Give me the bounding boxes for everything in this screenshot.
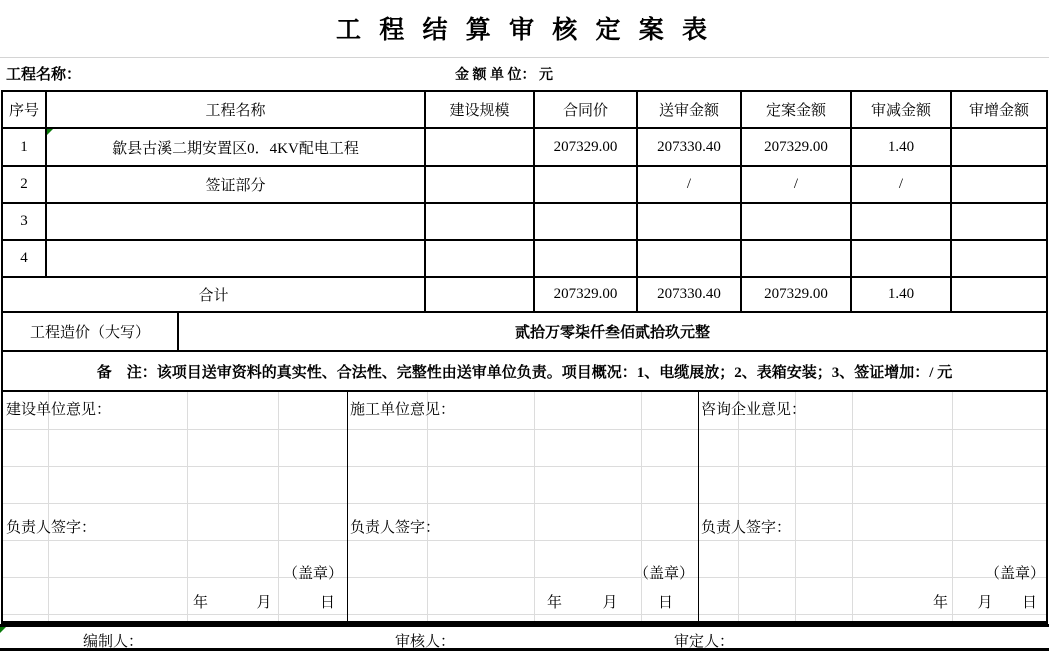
cell-name[interactable] (46, 128, 425, 166)
cell-seq[interactable]: 3 (2, 203, 46, 240)
date-month-label: 月 (977, 595, 993, 611)
gridline (187, 392, 188, 621)
gridline (952, 392, 953, 621)
opinion-title-construction: 建设单位意见： (6, 402, 112, 418)
gridline (427, 392, 428, 621)
amount-unit-label: 金 额 单 位： 元 (455, 68, 553, 83)
date-row-contractor[interactable] (541, 591, 679, 612)
gridline (3, 614, 1046, 615)
cell-submitted[interactable]: / (637, 166, 741, 203)
date-row-consulting[interactable] (927, 591, 1043, 612)
seal-label-contractor: （盖章） (633, 566, 694, 582)
cell-seq[interactable]: 4 (2, 240, 46, 277)
total-submitted[interactable]: 207330.40 (637, 277, 741, 312)
gridline (641, 392, 642, 621)
cell-submitted[interactable] (637, 240, 741, 277)
gridline (3, 466, 1046, 467)
sign-label-consulting: 负责人签字： (701, 520, 792, 536)
header-increased[interactable]: 审增金额 (951, 91, 1047, 128)
preparer-label[interactable]: 编制人： (83, 634, 144, 650)
cell-increased[interactable] (951, 240, 1047, 277)
table-row (2, 128, 1047, 166)
amount-in-words-label: 工程造价（大写） (2, 312, 178, 351)
gridline (3, 503, 1046, 504)
cell-contract[interactable]: 207329.00 (534, 128, 637, 166)
header-seq[interactable]: 序号 (2, 91, 46, 128)
cell-contract[interactable] (534, 203, 637, 240)
cell-scale[interactable] (425, 128, 534, 166)
cell-reduced[interactable]: 1.40 (851, 128, 951, 166)
note-text: 备 注：该项目送审资料的真实性、合法性、完整性由送审单位负责。项目概况：1、电缆展放；2、表箱安装；3、签证增加：/ 元 (2, 351, 1047, 391)
gridline (48, 392, 49, 621)
date-day-label: 日 (657, 595, 673, 611)
cell-name[interactable]: 签证部分 (46, 166, 425, 203)
header-final[interactable]: 定案金额 (741, 91, 851, 128)
seal-label-construction: （盖章） (282, 566, 343, 582)
cell-scale[interactable] (425, 166, 534, 203)
gridline (738, 392, 739, 621)
date-day-label: 日 (319, 595, 335, 611)
project-name-label: 工程名称： (6, 67, 82, 83)
cell-name[interactable] (46, 203, 425, 240)
note-row (2, 351, 1047, 391)
table-header-row (2, 91, 1047, 128)
cell-final[interactable] (741, 203, 851, 240)
cell-increased[interactable] (951, 128, 1047, 166)
table-row (2, 203, 1047, 240)
gridline (3, 577, 1046, 578)
section-divider (347, 392, 348, 621)
cell-flag-icon (47, 129, 53, 135)
header-submitted[interactable]: 送审金额 (637, 91, 741, 128)
approver-label[interactable]: 审定人： (674, 634, 735, 650)
total-scale[interactable] (425, 277, 534, 312)
gridline (795, 392, 796, 621)
cell-scale[interactable] (425, 240, 534, 277)
cell-final[interactable]: / (741, 166, 851, 203)
header-name[interactable]: 工程名称 (46, 91, 425, 128)
date-year-label: 年 (933, 595, 949, 611)
opinions-area (1, 392, 1048, 624)
cell-increased[interactable] (951, 203, 1047, 240)
gridline (278, 392, 279, 621)
cell-contract[interactable] (534, 166, 637, 203)
total-contract[interactable]: 207329.00 (534, 277, 637, 312)
amount-in-words-value[interactable]: 贰拾万零柒仟叁佰贰拾玖元整 (178, 312, 1047, 351)
section-divider (698, 392, 699, 621)
total-row (2, 277, 1047, 312)
project-row-name: 歙县古溪二期安置区0．4KV配电工程 (112, 140, 359, 157)
cell-reduced[interactable] (851, 203, 951, 240)
cell-reduced[interactable] (851, 240, 951, 277)
cell-final[interactable] (741, 240, 851, 277)
gridline (852, 392, 853, 621)
seal-label-consulting: （盖章） (984, 566, 1045, 582)
header-contract[interactable]: 合同价 (534, 91, 637, 128)
table-row (2, 240, 1047, 277)
date-month-label: 月 (602, 595, 618, 611)
date-day-label: 日 (1021, 595, 1037, 611)
amount-in-words-row (2, 312, 1047, 351)
header-scale[interactable]: 建设规模 (425, 91, 534, 128)
cell-seq[interactable]: 1 (2, 128, 46, 166)
cell-flag-icon (0, 627, 6, 633)
page-title: 工 程 结 算 审 核 定 案 表 (335, 17, 713, 44)
sign-label-construction: 负责人签字： (6, 520, 97, 536)
sign-label-contractor: 负责人签字： (350, 520, 441, 536)
cell-name[interactable] (46, 240, 425, 277)
gridline (0, 57, 1049, 58)
gridline (3, 540, 1046, 541)
cell-seq[interactable]: 2 (2, 166, 46, 203)
date-year-label: 年 (193, 595, 209, 611)
cell-submitted[interactable]: 207330.40 (637, 128, 741, 166)
total-reduced[interactable]: 1.40 (851, 277, 951, 312)
opinion-title-consulting: 咨询企业意见： (701, 402, 807, 418)
header-reduced[interactable]: 审减金额 (851, 91, 951, 128)
cell-contract[interactable] (534, 240, 637, 277)
cell-submitted[interactable] (637, 203, 741, 240)
opinion-title-contractor: 施工单位意见： (350, 402, 456, 418)
cell-reduced[interactable]: / (851, 166, 951, 203)
cell-final[interactable]: 207329.00 (741, 128, 851, 166)
cell-scale[interactable] (425, 203, 534, 240)
reviewer-label[interactable]: 审核人： (395, 634, 456, 650)
gridline (3, 429, 1046, 430)
total-label[interactable]: 合计 (2, 277, 425, 312)
total-increased[interactable] (951, 277, 1047, 312)
table-row (2, 166, 1047, 203)
date-year-label: 年 (547, 595, 563, 611)
total-final[interactable]: 207329.00 (741, 277, 851, 312)
cell-increased[interactable] (951, 166, 1047, 203)
date-row-construction[interactable] (187, 591, 341, 612)
date-month-label: 月 (256, 595, 272, 611)
footer-row (0, 624, 1049, 651)
settlement-table (1, 90, 1048, 392)
gridline (534, 392, 535, 621)
